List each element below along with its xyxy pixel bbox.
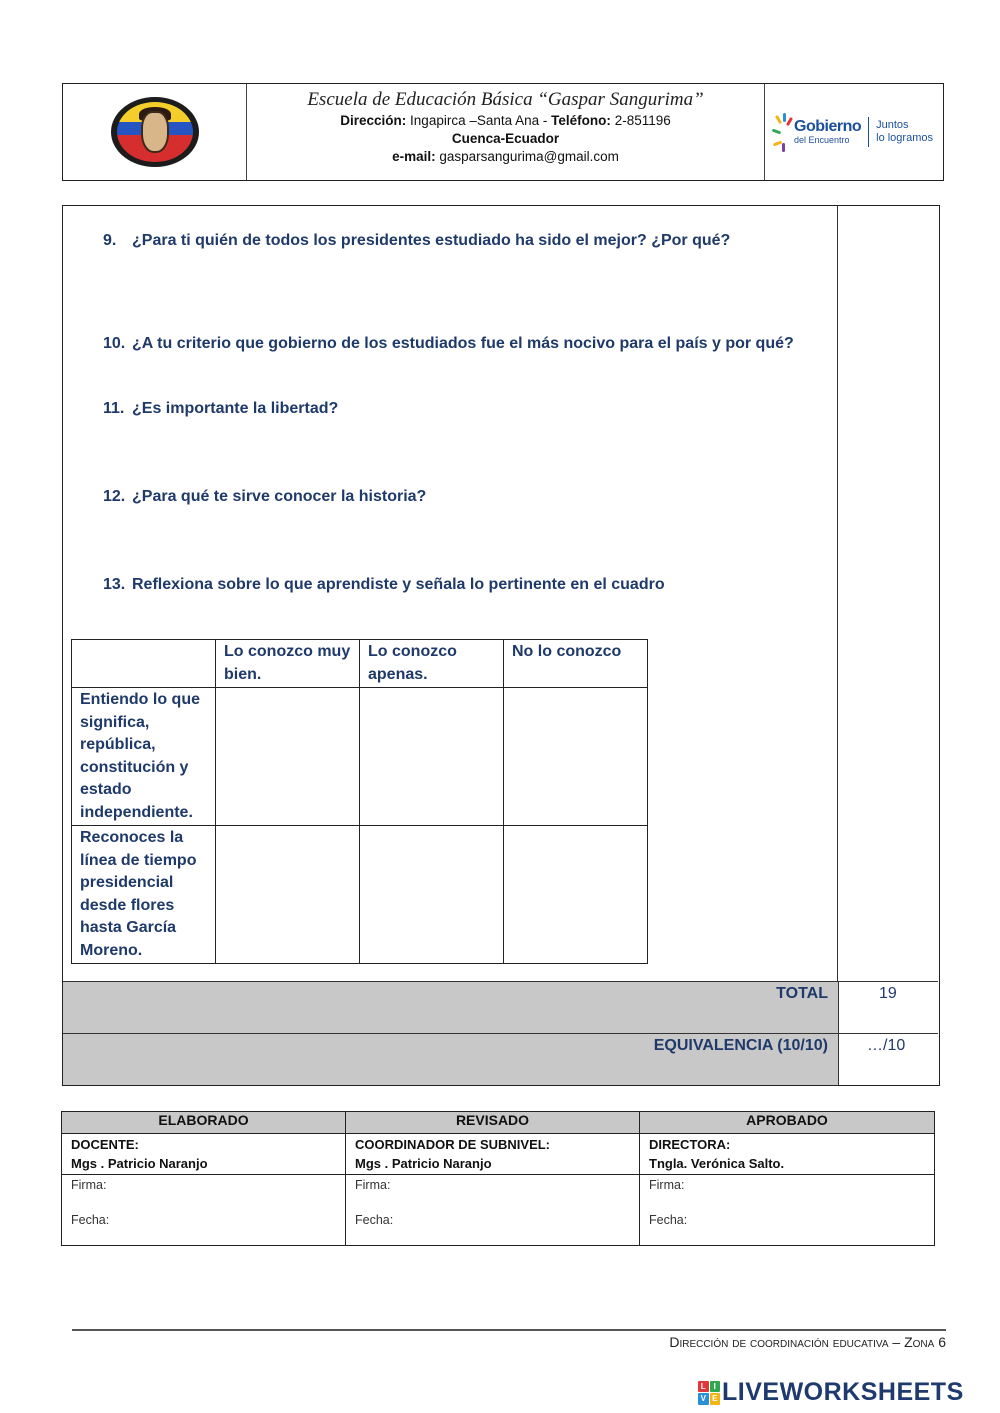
total-label: TOTAL <box>776 985 828 1002</box>
school-name: Escuela de Educación Básica “Gaspar Sangurima” <box>307 89 704 110</box>
question-11: 11. ¿Es importante la libertad? <box>103 400 339 417</box>
address-line: Dirección: Ingapirca –Santa Ana - Teléfono: 2-851196 <box>340 113 671 128</box>
signature-header-row <box>62 1112 935 1134</box>
header-elaborado: ELABORADO <box>62 1112 346 1134</box>
signature-table <box>61 1111 935 1246</box>
answer-cell[interactable] <box>216 688 360 826</box>
signature-role-row <box>62 1134 935 1175</box>
school-logo-cell <box>63 84 247 180</box>
footer-text: Dirección de coordinación educativa – Zona 6 <box>669 1334 946 1350</box>
total-row <box>63 981 938 1033</box>
row-label: Reconoces la línea de tiempo presidencial desde flores hasta García Moreno. <box>72 826 216 964</box>
table-header-cell: Lo conozco apenas. <box>360 640 504 688</box>
question-10: 10. ¿A tu criterio que gobierno de los estudiados fue el más nocivo para el país y por qué? <box>103 335 794 352</box>
reflection-table <box>71 639 648 964</box>
liveworksheets-brand: LIVEWORKSHEETS <box>722 1378 964 1406</box>
table-header-cell: No lo conozco <box>504 640 648 688</box>
answer-cell[interactable] <box>504 826 648 964</box>
table-row <box>72 826 648 964</box>
answer-cell[interactable] <box>360 826 504 964</box>
school-seal-icon <box>111 97 199 167</box>
liveworksheets-icon: L I V E <box>698 1381 720 1405</box>
answer-cell[interactable] <box>504 688 648 826</box>
signature-sign-row <box>62 1175 935 1246</box>
row-label: Entiendo lo que significa, república, constitución y estado independiente. <box>72 688 216 826</box>
question-12: 12. ¿Para qué te sirve conocer la historia? <box>103 488 427 505</box>
role-coordinador: COORDINADOR DE SUBNIVEL: Mgs . Patricio Naranjo <box>346 1134 640 1175</box>
question-13: 13. Reflexiona sobre lo que aprendiste y señala lo pertinente en el cuadro <box>103 576 665 593</box>
school-info <box>247 84 765 180</box>
table-row <box>72 688 648 826</box>
table-header-row <box>72 640 648 688</box>
liveworksheets-logo[interactable] <box>698 1378 964 1407</box>
gov-rays-icon <box>775 113 791 151</box>
role-directora: DIRECTORA: Tngla. Verónica Salto. <box>640 1134 935 1175</box>
equivalence-row <box>63 1033 938 1085</box>
answer-cell[interactable] <box>216 826 360 964</box>
city-line: Cuenca-Ecuador <box>451 131 560 146</box>
total-value: 19 <box>838 982 938 1033</box>
role-docente: DOCENTE: Mgs . Patricio Naranjo <box>62 1134 346 1175</box>
table-header-cell: Lo conozco muy bien. <box>216 640 360 688</box>
sign-cell: Firma: Fecha: <box>346 1175 640 1246</box>
evaluation-box <box>62 205 940 1086</box>
question-9: 9. ¿Para ti quién de todos los presidentes estudiado ha sido el mejor? ¿Por qué? <box>103 232 731 249</box>
header-revisado: REVISADO <box>346 1112 640 1134</box>
header-aprobado: APROBADO <box>640 1112 935 1134</box>
equivalence-label: EQUIVALENCIA (10/10) <box>653 1037 828 1054</box>
document-header <box>62 83 944 181</box>
email-line: e-mail: gasparsangurima@gmail.com <box>392 149 619 164</box>
table-header-empty <box>72 640 216 688</box>
footer-divider <box>72 1329 946 1331</box>
answer-cell[interactable] <box>360 688 504 826</box>
government-logo: Gobierno del Encuentro Juntos lo logramos <box>765 84 943 180</box>
equivalence-value[interactable]: …/10 <box>838 1034 938 1085</box>
sign-cell: Firma: Fecha: <box>62 1175 346 1246</box>
sign-cell: Firma: Fecha: <box>640 1175 935 1246</box>
